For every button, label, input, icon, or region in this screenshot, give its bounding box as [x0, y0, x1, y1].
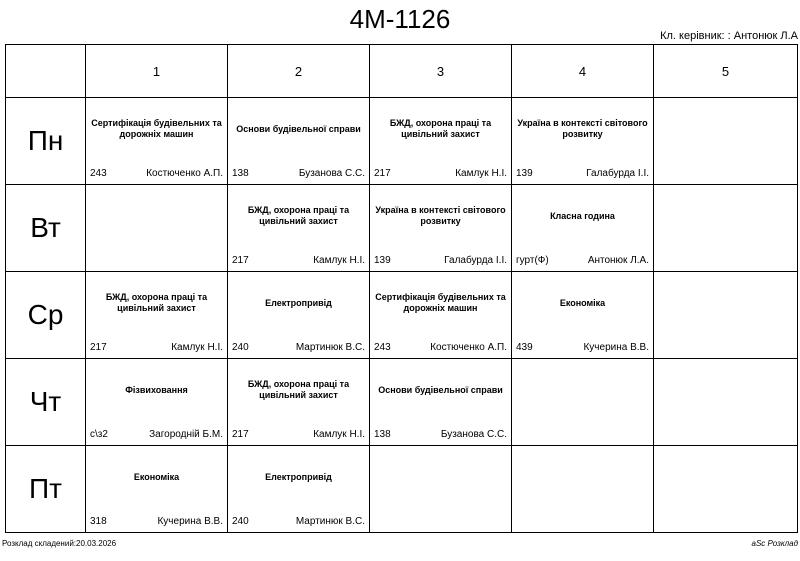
lesson-room: 217 [90, 342, 107, 353]
lesson-room: 139 [374, 255, 391, 266]
brand-label: aSc Розклад [751, 539, 798, 548]
period-header-row [6, 45, 798, 98]
lesson-teacher: Кучерина В.В. [157, 516, 223, 527]
lesson-cell [228, 359, 370, 446]
lesson-teacher: Мартинюк В.С. [295, 342, 365, 353]
lesson-cell [86, 272, 228, 359]
period-header: 2 [228, 45, 370, 98]
lesson-cell [512, 98, 654, 185]
lesson-teacher: Камлук Н.І. [455, 168, 507, 179]
lesson-room: 240 [232, 516, 249, 527]
lesson-room: 138 [374, 429, 391, 440]
lesson-cell [86, 359, 228, 446]
lesson-room: 138 [232, 168, 249, 179]
lesson-room: 139 [516, 168, 533, 179]
lesson-cell [228, 272, 370, 359]
lesson-subject [657, 272, 794, 334]
lesson-subject: Сертифікація будівельних та дорожніх машин [91, 118, 222, 139]
lesson-cell [654, 98, 798, 185]
period-header: 3 [370, 45, 512, 98]
lesson-subject [657, 359, 794, 421]
lesson-teacher: Бузанова С.С. [440, 429, 507, 440]
lesson-room: 217 [374, 168, 391, 179]
page-title: 4M-1126 [349, 4, 451, 34]
lesson-subject [657, 185, 794, 247]
lesson-subject [657, 98, 794, 160]
lesson-cell [512, 359, 654, 446]
lesson-room: 217 [232, 255, 249, 266]
lesson-subject: БЖД, охорона праці та цивільний захист [105, 292, 208, 313]
day-row [6, 272, 798, 359]
lesson-subject: Україна в контексті світового розвитку [517, 118, 648, 139]
timetable [5, 44, 798, 533]
lesson-teacher: Загородній Б.М. [149, 429, 223, 440]
lesson-subject: БЖД, охорона праці та цивільний захист [247, 205, 350, 226]
lesson-room: гурт(Ф) [516, 255, 549, 266]
lesson-cell [228, 185, 370, 272]
corner-cell [6, 45, 86, 98]
lesson-subject: Україна в контексті світового розвитку [375, 205, 506, 226]
lesson-cell [370, 272, 512, 359]
lesson-cell [512, 272, 654, 359]
day-label: Вт [6, 185, 86, 272]
lesson-subject: Економіка [559, 297, 606, 308]
lesson-cell [654, 359, 798, 446]
lesson-cell [370, 98, 512, 185]
period-header: 4 [512, 45, 654, 98]
lesson-subject [515, 359, 650, 421]
lesson-room: 240 [232, 342, 249, 353]
lesson-subject: Фізвиховання [125, 384, 188, 395]
day-label: Пн [6, 98, 86, 185]
lesson-subject: Основи будівельної справи [378, 384, 503, 395]
period-header: 1 [86, 45, 228, 98]
lesson-teacher: Костюченко А.П. [430, 342, 507, 353]
day-label: Ср [6, 272, 86, 359]
lesson-teacher: Мартинюк В.С. [295, 516, 365, 527]
created-date: Розклад складений:20.03.2026 [2, 539, 117, 548]
day-label: Чт [6, 359, 86, 446]
lesson-teacher: Камлук Н.І. [313, 429, 365, 440]
lesson-room: 243 [374, 342, 391, 353]
lesson-teacher: Галабурда І.І. [444, 255, 507, 266]
lesson-teacher: Бузанова С.С. [298, 168, 365, 179]
lesson-subject: Сертифікація будівельних та дорожніх машин [375, 292, 506, 313]
lesson-room: 217 [232, 429, 249, 440]
lesson-cell [654, 446, 798, 533]
lesson-cell [512, 446, 654, 533]
lesson-subject [89, 185, 224, 247]
class-teacher-label: Кл. керівник: : Антонюк Л.А [660, 30, 798, 42]
day-label: Пт [6, 446, 86, 533]
lesson-subject [373, 446, 508, 508]
lesson-cell [654, 272, 798, 359]
lesson-teacher: Камлук Н.І. [313, 255, 365, 266]
lesson-room: 243 [90, 168, 107, 179]
lesson-subject [515, 446, 650, 508]
period-header: 5 [654, 45, 798, 98]
lesson-room: 318 [90, 516, 107, 527]
lesson-subject: БЖД, охорона праці та цивільний захист [247, 379, 350, 400]
day-row [6, 359, 798, 446]
lesson-cell [86, 446, 228, 533]
lesson-teacher: Галабурда І.І. [586, 168, 649, 179]
lesson-room: 439 [516, 342, 533, 353]
lesson-cell [370, 446, 512, 533]
lesson-teacher: Камлук Н.І. [171, 342, 223, 353]
lesson-subject: Основи будівельної справи [236, 123, 361, 134]
lesson-subject: Електропривід [265, 471, 332, 482]
lesson-teacher: Антонюк Л.А. [587, 255, 649, 266]
lesson-teacher: Кучерина В.В. [583, 342, 649, 353]
day-row [6, 185, 798, 272]
lesson-teacher: Костюченко А.П. [146, 168, 223, 179]
lesson-cell [370, 359, 512, 446]
lesson-room: с\з2 [90, 429, 108, 440]
lesson-subject: Економіка [133, 471, 180, 482]
day-row [6, 446, 798, 533]
lesson-cell [654, 185, 798, 272]
lesson-subject: БЖД, охорона праці та цивільний захист [389, 118, 492, 139]
lesson-subject: Електропривід [265, 297, 332, 308]
lesson-cell [512, 185, 654, 272]
day-row [6, 98, 798, 185]
lesson-cell [228, 446, 370, 533]
lesson-subject [657, 446, 794, 508]
lesson-cell [370, 185, 512, 272]
lesson-cell [86, 185, 228, 272]
lesson-cell [86, 98, 228, 185]
lesson-subject: Класна година [550, 210, 615, 221]
lesson-cell [228, 98, 370, 185]
